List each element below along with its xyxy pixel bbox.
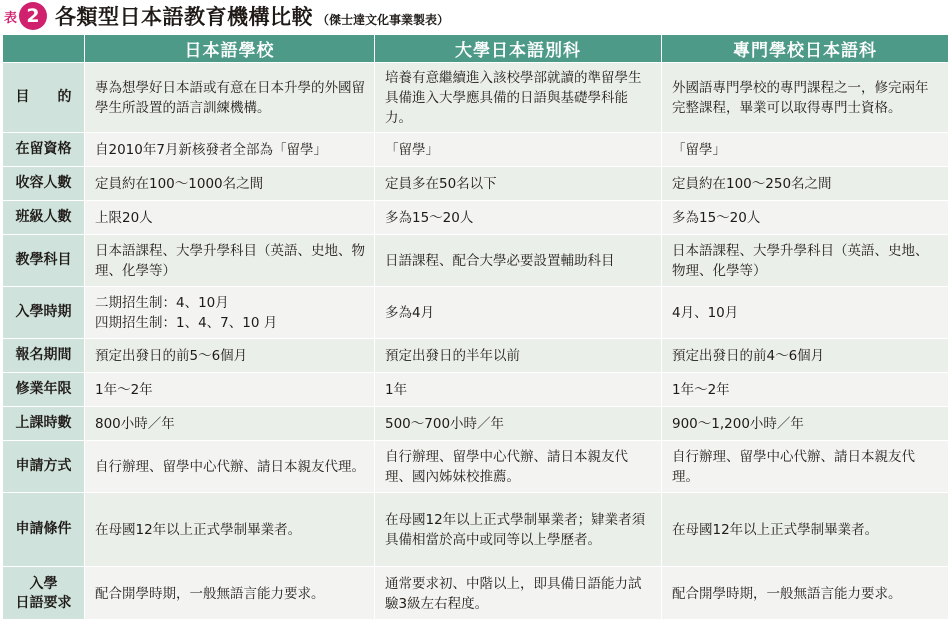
table-cell: 上限20人 [85, 201, 375, 235]
table-row [3, 567, 949, 619]
table-row [3, 407, 949, 441]
table-cell: 預定出發日的前5～6個月 [85, 339, 375, 373]
table-cell [85, 287, 375, 339]
table-cell: 通常要求初、中階以上，即具備日語能力試驗3級左右程度。 [375, 567, 662, 619]
table-cell: 在母國12年以上正式學制畢業者；肄業者須具備相當於高中或同等以上學歷者。 [375, 493, 662, 567]
table-cell: 在母國12年以上正式學制畢業者。 [662, 493, 949, 567]
table-cell: 自行辦理、留學中心代辦、請日本親友代理。 [662, 441, 949, 493]
table-row [3, 133, 949, 167]
table-cell: 多為15～20人 [375, 201, 662, 235]
table-cell: 定員約在100～250名之間 [662, 167, 949, 201]
row-header: 班級人數 [3, 201, 85, 235]
row-header: 申請條件 [3, 493, 85, 567]
table-row [3, 235, 949, 287]
row-header: 修業年限 [3, 373, 85, 407]
row-header-line: 入學 [29, 575, 58, 592]
table-cell: 自2010年7月新核發者全部為「留學」 [85, 133, 375, 167]
table-cell: 預定出發日的半年以前 [375, 339, 662, 373]
table-cell: 自行辦理、留學中心代辦、請日本親友代理、國內姊妹校推薦。 [375, 441, 662, 493]
row-header: 收容人數 [3, 167, 85, 201]
table-number-badge [4, 2, 47, 30]
column-header: 專門學校日本語科 [662, 35, 949, 63]
table-row [3, 167, 949, 201]
table-cell: 1年 [375, 373, 662, 407]
corner-cell [3, 35, 85, 63]
title-bar [0, 0, 950, 32]
badge-number: 2 [19, 2, 47, 30]
table-cell: 多為15～20人 [662, 201, 949, 235]
table-cell: 日本語課程、大學升學科目（英語、史地、物理、化學等） [85, 235, 375, 287]
row-header [3, 567, 85, 619]
column-header: 大學日本語別科 [375, 35, 662, 63]
table-row [3, 201, 949, 235]
table-row [3, 339, 949, 373]
table-cell: 預定出發日的前4～6個月 [662, 339, 949, 373]
table-row [3, 441, 949, 493]
row-header: 申請方式 [3, 441, 85, 493]
table-cell: 自行辦理、留學中心代辦、請日本親友代理。 [85, 441, 375, 493]
table-cell: 500～700小時／年 [375, 407, 662, 441]
table-cell: 4月、10月 [662, 287, 949, 339]
row-header: 在留資格 [3, 133, 85, 167]
table-cell: 日語課程、配合大學必要設置輔助科目 [375, 235, 662, 287]
table-cell: 配合開學時期，一般無語言能力要求。 [85, 567, 375, 619]
table-cell: 「留學」 [662, 133, 949, 167]
table-cell: 900～1,200小時／年 [662, 407, 949, 441]
cell-line: 二期招生制：4、10月 [95, 294, 229, 311]
table-cell: 在母國12年以上正式學制畢業者。 [85, 493, 375, 567]
row-header: 目 的 [3, 63, 85, 133]
table-cell: 1年～2年 [85, 373, 375, 407]
table-cell: 多為4月 [375, 287, 662, 339]
cell-line: 四期招生制：1、4、7、10 月 [95, 314, 278, 331]
table-cell: 定員多在50名以下 [375, 167, 662, 201]
page-title: 各類型日本語教育機構比較 [55, 5, 314, 29]
table-cell: 專為想學好日本語或有意在日本升學的外國留學生所設置的語言訓練機構。 [85, 63, 375, 133]
table-cell: 日本語課程、大學升學科目（英語、史地、物理、化學等） [662, 235, 949, 287]
row-header-line: 日語要求 [15, 594, 72, 611]
row-header: 入學時期 [3, 287, 85, 339]
row-header: 報名期間 [3, 339, 85, 373]
table-row [3, 63, 949, 133]
table-header-row [3, 35, 949, 63]
source-credit: （傑士達文化事業製表） [317, 12, 450, 27]
table-row [3, 373, 949, 407]
table-cell: 外國語專門學校的專門課程之一，修完兩年完整課程，畢業可以取得專門士資格。 [662, 63, 949, 133]
table-cell: 「留學」 [375, 133, 662, 167]
table-cell: 配合開學時期，一般無語言能力要求。 [662, 567, 949, 619]
table-cell: 800小時／年 [85, 407, 375, 441]
table-cell: 培養有意繼續進入該校學部就讀的準留學生具備進入大學應具備的日語與基礎學科能力。 [375, 63, 662, 133]
table-cell: 1年～2年 [662, 373, 949, 407]
row-header: 教學科目 [3, 235, 85, 287]
comparison-table [2, 34, 949, 619]
badge-label: 表 [4, 10, 18, 26]
table-cell: 定員約在100～1000名之間 [85, 167, 375, 201]
table-row [3, 287, 949, 339]
row-header: 上課時數 [3, 407, 85, 441]
table-row [3, 493, 949, 567]
column-header: 日本語學校 [85, 35, 375, 63]
